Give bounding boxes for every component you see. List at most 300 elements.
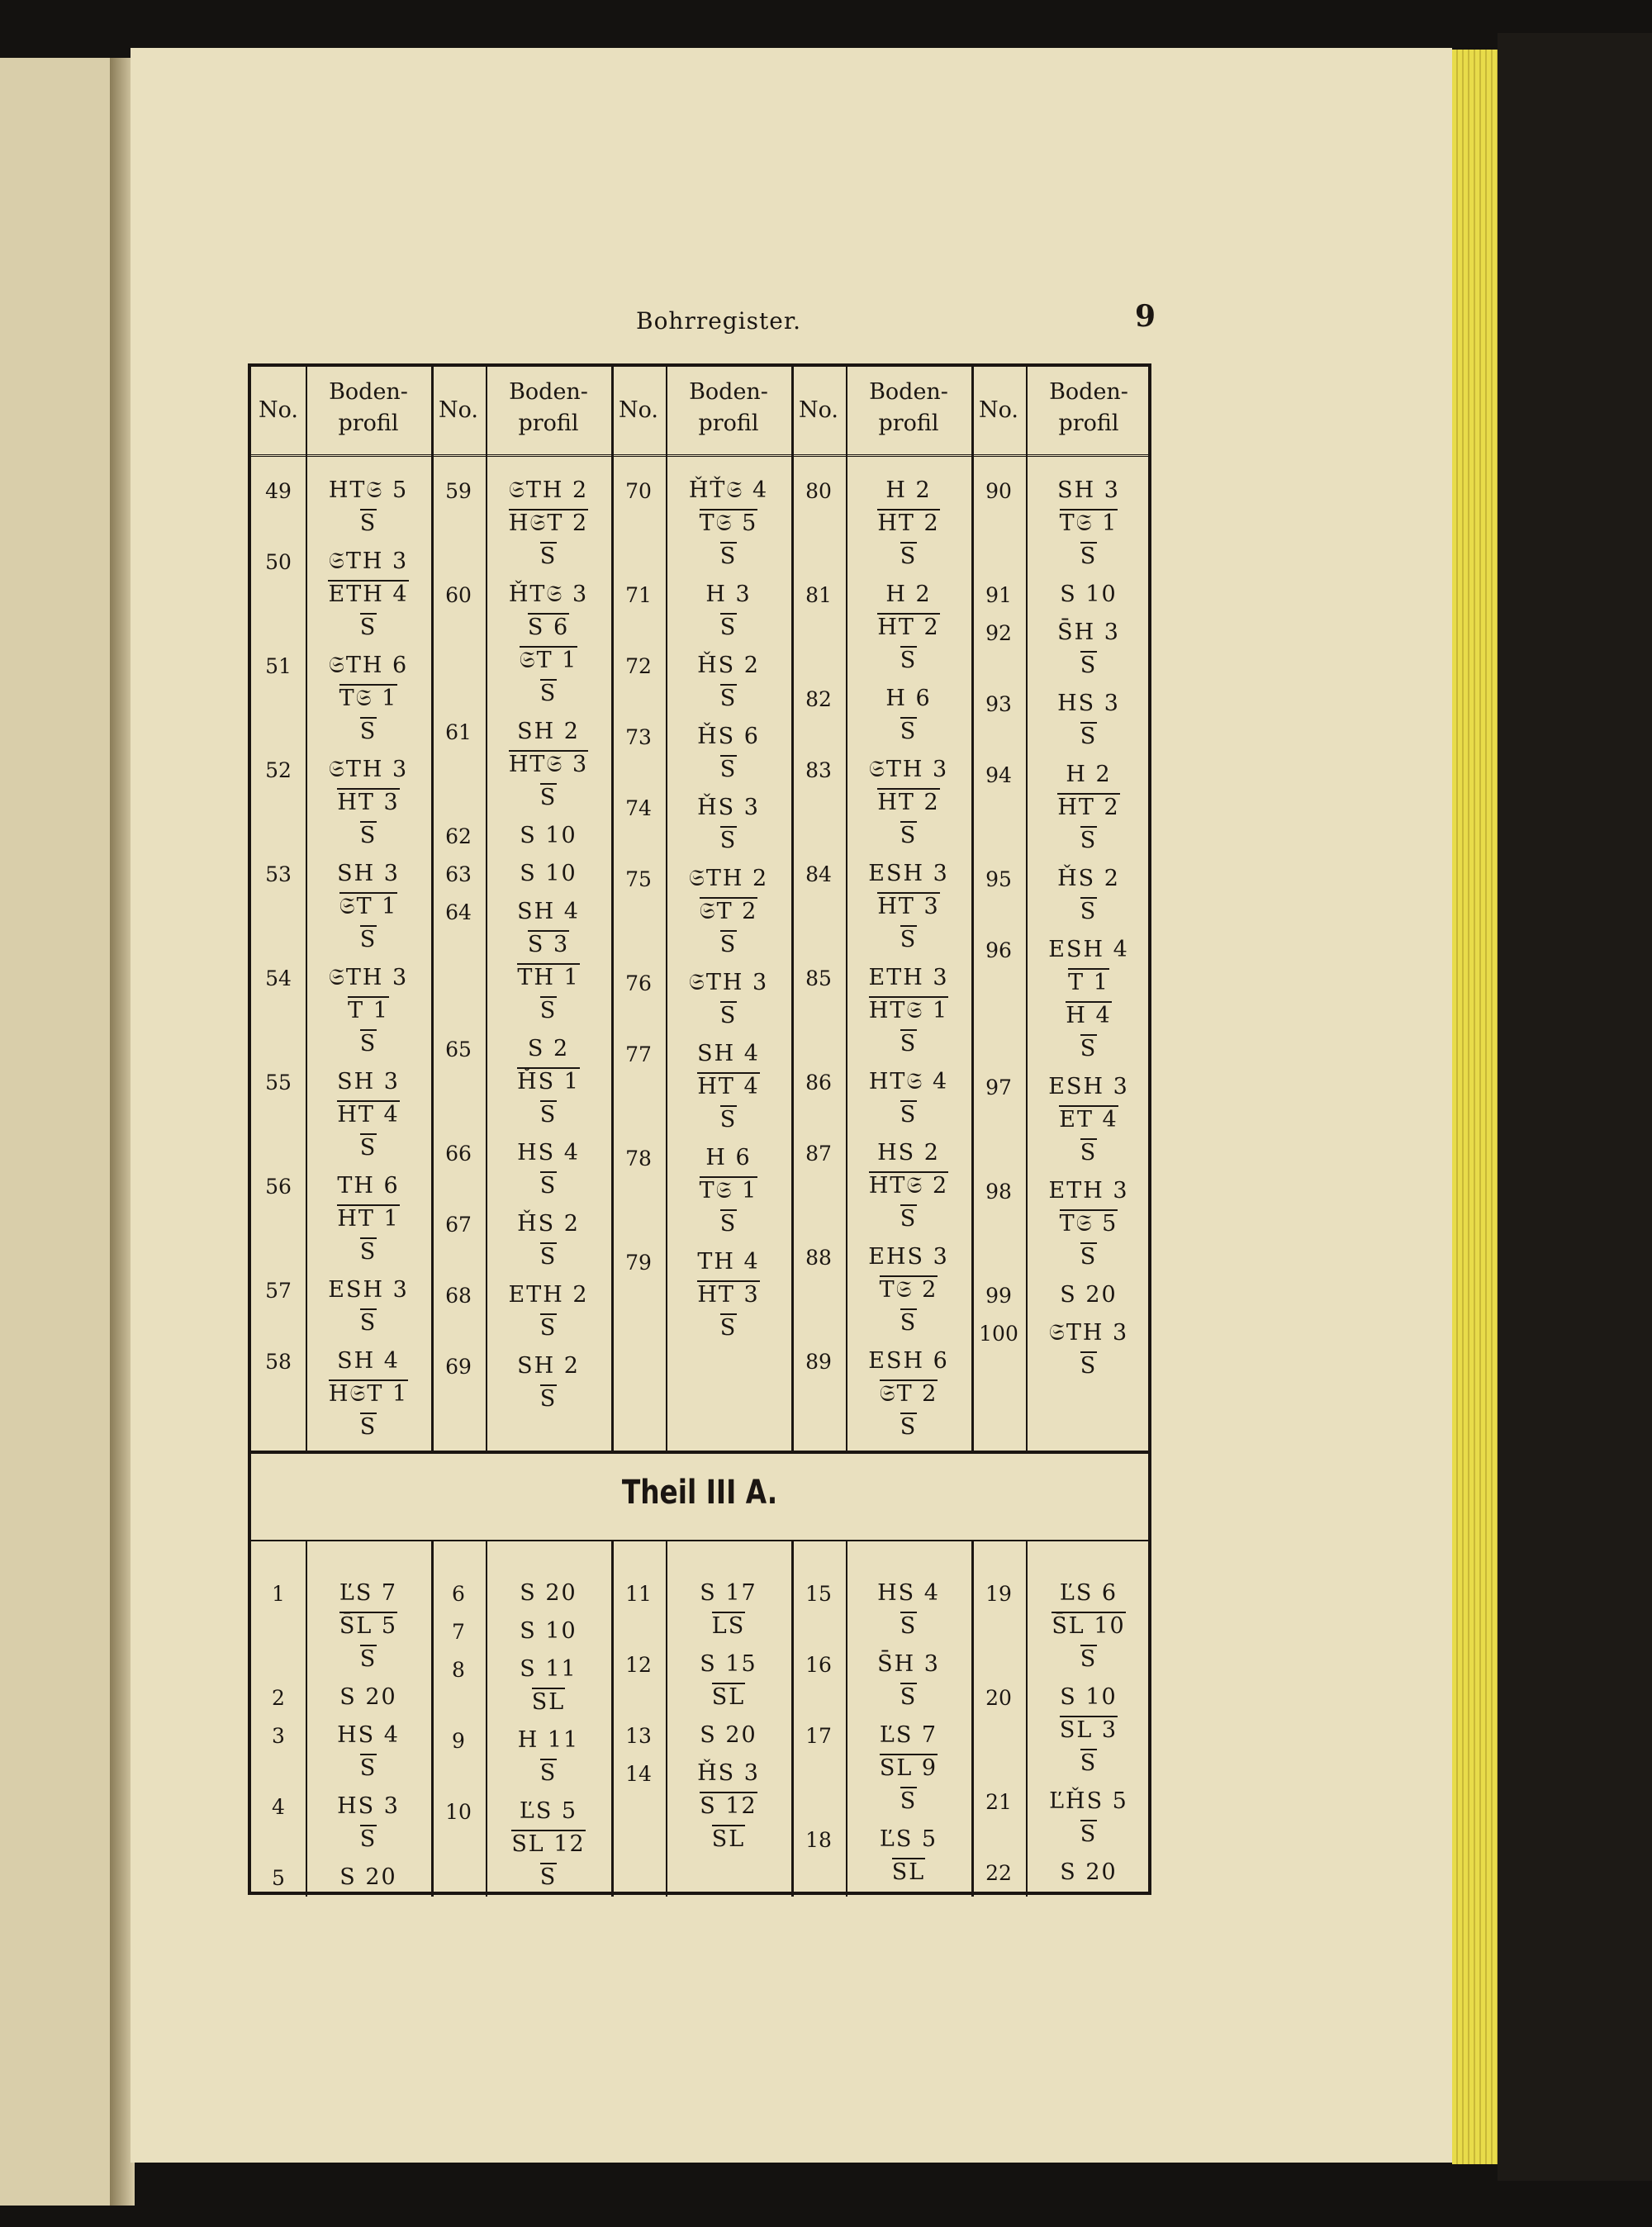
group-rule xyxy=(791,367,794,1451)
profile-layer xyxy=(486,1653,611,1686)
bore-number: 72 xyxy=(625,654,652,678)
profile-layer xyxy=(486,995,611,1028)
profile-layer xyxy=(1026,1714,1151,1747)
profile-layer-text: 𝔖TH 3 xyxy=(1048,1320,1129,1346)
profile-layer xyxy=(846,1785,971,1818)
profile-layer xyxy=(666,1000,791,1033)
bore-number: 56 xyxy=(265,1175,292,1199)
soil-profile xyxy=(306,1274,431,1340)
bore-number: 88 xyxy=(805,1246,832,1270)
profile-layer xyxy=(846,644,971,677)
soil-profile xyxy=(666,1246,791,1345)
profile-layer-text: ĽS 6 xyxy=(1059,1580,1118,1606)
section-title: Theil III A. xyxy=(621,1474,778,1512)
profile-layer-text: S 20 xyxy=(339,1864,397,1890)
bore-number: 61 xyxy=(445,720,472,744)
soil-profile xyxy=(846,1241,971,1340)
profile-layer xyxy=(666,791,791,824)
profile-layer-text: S xyxy=(719,1315,738,1341)
bore-number: 97 xyxy=(985,1076,1012,1099)
bore-number: 13 xyxy=(625,1724,652,1748)
soil-profile xyxy=(846,1823,971,1889)
profile-layer xyxy=(306,578,431,611)
profile-layer xyxy=(666,611,791,644)
profile-layer xyxy=(486,507,611,540)
profile-layer-text: HT𝔖 3 xyxy=(508,752,589,777)
profile-layer xyxy=(486,748,611,781)
profile-layer xyxy=(1026,1071,1151,1104)
profile-layer xyxy=(306,715,431,748)
profile-layer xyxy=(666,1719,791,1752)
profile-layer-text: TH 6 xyxy=(337,1173,400,1199)
bore-number: 50 xyxy=(265,550,292,574)
profile-layer xyxy=(1026,1033,1151,1066)
profile-layer-text: S xyxy=(359,615,377,640)
profile-layer-text: S xyxy=(1080,1036,1098,1061)
soil-profile xyxy=(306,1170,431,1269)
soil-profile xyxy=(666,578,791,644)
profile-layer xyxy=(486,1312,611,1345)
bore-number: 81 xyxy=(805,583,832,607)
profile-layer xyxy=(306,1610,431,1643)
profile-layer-text: 𝔖T 1 xyxy=(519,648,578,673)
bore-number: 75 xyxy=(625,867,652,891)
profile-layer-text: S xyxy=(1080,653,1098,678)
profile-layer-text: T 1 xyxy=(348,998,389,1023)
bore-number: 90 xyxy=(985,479,1012,503)
profile-layer-text: S xyxy=(539,681,558,706)
profile-layer xyxy=(666,1577,791,1610)
profile-layer xyxy=(846,753,971,786)
bore-number: 15 xyxy=(805,1582,832,1606)
profile-layer xyxy=(846,1648,971,1681)
profile-layer xyxy=(666,862,791,895)
soil-profile xyxy=(666,474,791,573)
profile-layer xyxy=(306,545,431,578)
profile-layer-text: 𝔖TH 2 xyxy=(508,477,589,503)
profile-layer xyxy=(1026,578,1151,611)
soil-profile xyxy=(306,1790,431,1856)
profile-layer xyxy=(1026,758,1151,791)
bore-number: 68 xyxy=(445,1284,472,1308)
profile-layer-text: S xyxy=(719,1003,738,1028)
profile-layer xyxy=(306,962,431,995)
bore-number: 10 xyxy=(445,1800,472,1824)
profile-layer-text: S 2 xyxy=(527,1036,570,1061)
profile-layer-text: 𝔖TH 3 xyxy=(868,757,949,782)
profile-layer xyxy=(486,611,611,644)
profile-layer xyxy=(306,682,431,715)
profile-layer xyxy=(666,966,791,1000)
profile-layer-text: S xyxy=(359,927,377,952)
profile-layer xyxy=(306,1066,431,1099)
profile-layer xyxy=(486,578,611,611)
profile-layer xyxy=(666,1279,791,1312)
profile-layer xyxy=(846,1241,971,1274)
profile-layer-text: SH 3 xyxy=(337,1069,400,1095)
profile-layer xyxy=(846,1856,971,1889)
profile-layer xyxy=(1026,1175,1151,1208)
profile-layer-text: 𝔖TH 3 xyxy=(328,548,409,574)
profile-layer-text: ȞŤ𝔖 4 xyxy=(688,477,769,503)
profile-layer-text: S xyxy=(900,1206,918,1232)
profile-layer-text: S 10 xyxy=(1060,582,1118,607)
profile-layer xyxy=(306,1752,431,1785)
soil-profile xyxy=(486,1137,611,1203)
profile-layer-text: HS 4 xyxy=(517,1140,580,1166)
header-profile-line: Boden- xyxy=(689,379,768,405)
profile-layer-text: 𝔖TH 2 xyxy=(688,866,769,891)
bore-number: 84 xyxy=(805,862,832,886)
profile-layer xyxy=(486,1137,611,1170)
profile-layer xyxy=(486,677,611,710)
profile-layer-text: S xyxy=(1080,899,1098,924)
profile-layer xyxy=(306,890,431,924)
soil-profile xyxy=(306,1066,431,1165)
profile-layer-text: S̄L 10 xyxy=(1051,1613,1126,1639)
profile-layer-text: S̄H 3 xyxy=(877,1651,940,1677)
profile-layer-text: HT 3 xyxy=(877,894,940,919)
profile-layer-text: H 2 xyxy=(885,477,932,503)
profile-layer xyxy=(486,1350,611,1383)
profile-layer xyxy=(306,507,431,540)
profile-layer-text: HT 4 xyxy=(337,1102,400,1128)
profile-layer xyxy=(846,1719,971,1752)
profile-layer-text: S xyxy=(539,1864,558,1890)
profile-layer xyxy=(1026,1681,1151,1714)
header-profile-line: profil xyxy=(518,411,579,436)
profile-layer-text: ĽS 5 xyxy=(519,1798,578,1824)
bore-number: 55 xyxy=(265,1071,292,1095)
profile-layer-text: SL 3 xyxy=(1059,1717,1118,1743)
profile-layer-text: S xyxy=(900,1414,918,1440)
bore-number: 98 xyxy=(985,1180,1012,1204)
bore-number: 87 xyxy=(805,1142,832,1166)
profile-layer xyxy=(1026,1747,1151,1780)
soil-profile xyxy=(1026,933,1151,1066)
soil-profile xyxy=(1026,1071,1151,1170)
profile-layer-text: SL 12 xyxy=(511,1831,586,1857)
profile-layer-text: ETH 2 xyxy=(508,1282,589,1308)
profile-layer-text: H 4 xyxy=(1066,1003,1112,1028)
soil-profile xyxy=(666,1038,791,1137)
profile-layer-text: H 2 xyxy=(1066,762,1112,787)
profile-layer xyxy=(846,578,971,611)
bore-number: 58 xyxy=(265,1350,292,1374)
bore-number: 16 xyxy=(805,1653,832,1677)
profile-layer-text: S xyxy=(359,1414,377,1440)
profile-layer xyxy=(666,720,791,753)
profile-layer-text: LS xyxy=(711,1613,746,1639)
profile-layer xyxy=(846,857,971,890)
profile-layer-text: SH 3 xyxy=(1057,477,1120,503)
profile-layer-text: ESH 6 xyxy=(868,1348,949,1374)
profile-layer-text: HS 4 xyxy=(877,1580,940,1606)
profile-layer-text: HT 2 xyxy=(1057,795,1120,820)
profile-layer xyxy=(1026,1241,1151,1274)
profile-layer xyxy=(846,890,971,924)
soil-profile xyxy=(1026,578,1151,611)
profile-layer-text: SL xyxy=(711,1684,746,1710)
profile-layer xyxy=(666,1104,791,1137)
profile-layer-text: S xyxy=(719,615,738,640)
profile-layer xyxy=(1026,1317,1151,1350)
soil-profile xyxy=(306,649,431,748)
profile-layer xyxy=(1026,1208,1151,1241)
profile-layer xyxy=(846,1137,971,1170)
bore-number: 78 xyxy=(625,1147,652,1170)
profile-layer xyxy=(486,1066,611,1099)
soil-profile xyxy=(666,966,791,1033)
profile-layer-text: S xyxy=(539,1760,558,1786)
profile-layer-text: ETH 3 xyxy=(1048,1178,1129,1204)
profile-layer xyxy=(306,1411,431,1444)
profile-layer-text: S xyxy=(719,757,738,782)
profile-layer-text: S xyxy=(900,719,918,744)
profile-layer-text: H 6 xyxy=(885,686,932,711)
soil-profile xyxy=(846,1577,971,1643)
profile-layer-text: S 10 xyxy=(520,1618,577,1644)
profile-layer xyxy=(846,1203,971,1236)
profile-layer-text: S xyxy=(539,998,558,1023)
soil-profile xyxy=(1026,1577,1151,1676)
header-profile-line: profil xyxy=(878,411,939,436)
bore-number: 69 xyxy=(445,1355,472,1379)
profile-layer-text: ET 4 xyxy=(1059,1107,1118,1132)
profile-layer-text: HS 3 xyxy=(337,1793,400,1819)
profile-layer xyxy=(486,1208,611,1241)
profile-layer-text: HT𝔖 4 xyxy=(868,1069,949,1095)
profile-layer xyxy=(486,1577,611,1610)
header-no: No. xyxy=(439,397,478,423)
profile-layer-text: S xyxy=(1080,1750,1098,1776)
profile-layer xyxy=(666,895,791,928)
profile-layer-text: S xyxy=(900,1684,918,1710)
profile-layer-text: SH 4 xyxy=(337,1348,400,1374)
soil-profile xyxy=(1026,758,1151,857)
profile-layer xyxy=(486,644,611,677)
profile-layer xyxy=(486,1279,611,1312)
soil-profile xyxy=(486,1653,611,1719)
profile-layer xyxy=(666,1757,791,1790)
soil-profile xyxy=(1026,687,1151,753)
profile-layer-text: S xyxy=(539,785,558,810)
profile-layer xyxy=(1026,540,1151,573)
profile-layer-text: T 1 xyxy=(1068,970,1109,995)
profile-layer xyxy=(666,682,791,715)
profile-layer-text: SL xyxy=(711,1826,746,1852)
profile-layer-text: S xyxy=(359,510,377,536)
soil-profile xyxy=(486,1724,611,1790)
bore-number: 52 xyxy=(265,758,292,782)
profile-layer xyxy=(1026,862,1151,895)
profile-layer xyxy=(1026,1577,1151,1610)
profile-layer xyxy=(306,1236,431,1269)
profile-layer-text: S xyxy=(719,544,738,569)
bore-number: 1 xyxy=(272,1582,285,1606)
profile-layer-text: HT 2 xyxy=(877,790,940,815)
profile-layer xyxy=(1026,1643,1151,1676)
profile-layer xyxy=(306,1170,431,1203)
page-edges xyxy=(1452,50,1498,2164)
profile-layer xyxy=(486,819,611,852)
bore-number: 51 xyxy=(265,654,292,678)
soil-profile xyxy=(846,1137,971,1236)
soil-profile xyxy=(486,1615,611,1648)
soil-profile xyxy=(1026,1279,1151,1312)
bore-number: 57 xyxy=(265,1279,292,1303)
bore-number: 99 xyxy=(985,1284,1012,1308)
section-rule-bottom xyxy=(251,1540,1148,1541)
profile-layer-text: S xyxy=(359,823,377,848)
header-profile xyxy=(846,377,971,439)
header-profile xyxy=(666,377,791,439)
soil-profile xyxy=(486,1577,611,1610)
profile-layer-text: S xyxy=(900,1031,918,1057)
profile-layer-text: S 15 xyxy=(700,1651,757,1677)
profile-layer-text: HT 2 xyxy=(877,615,940,640)
bore-number: 70 xyxy=(625,479,652,503)
profile-layer-text: H𝔖T 2 xyxy=(508,510,589,536)
soil-profile xyxy=(666,1757,791,1856)
profile-layer xyxy=(666,1681,791,1714)
profile-layer-text: ȞS 2 xyxy=(517,1211,580,1237)
profile-layer-text: S xyxy=(719,1211,738,1237)
bore-number: 96 xyxy=(985,938,1012,962)
bore-number: 18 xyxy=(805,1828,832,1852)
soil-profile xyxy=(846,1345,971,1444)
soil-profile xyxy=(846,753,971,852)
profile-layer-text: ȞS 2 xyxy=(1057,866,1120,891)
profile-layer-text: S 3 xyxy=(527,932,570,957)
soil-profile xyxy=(306,857,431,957)
bore-number: 91 xyxy=(985,583,1012,607)
profile-layer-text: ȞS 1 xyxy=(517,1069,580,1095)
profile-layer xyxy=(486,857,611,890)
profile-layer-text: S xyxy=(1080,1244,1098,1270)
profile-layer xyxy=(1026,1279,1151,1312)
profile-layer xyxy=(486,1795,611,1828)
bore-number: 62 xyxy=(445,824,472,848)
soil-profile xyxy=(846,1719,971,1818)
profile-layer-text: S xyxy=(539,1386,558,1412)
header-separator xyxy=(251,454,1148,459)
profile-layer xyxy=(306,1643,431,1676)
section-rule-top xyxy=(251,1451,1148,1454)
profile-layer xyxy=(1026,474,1151,507)
profile-layer-text: TH 4 xyxy=(697,1249,760,1275)
profile-layer-text: SL xyxy=(891,1859,926,1885)
profile-layer xyxy=(666,474,791,507)
profile-layer-text: S xyxy=(900,1102,918,1128)
bore-number: 8 xyxy=(452,1658,465,1682)
profile-layer xyxy=(306,1823,431,1856)
profile-layer-text: SH 2 xyxy=(517,1353,580,1379)
profile-layer-text: S 20 xyxy=(339,1684,397,1710)
profile-layer xyxy=(846,1411,971,1444)
profile-layer xyxy=(306,1345,431,1378)
profile-layer-text: T𝔖 5 xyxy=(699,510,758,536)
profile-layer-text: S xyxy=(359,1826,377,1852)
profile-layer-text: ȞS 2 xyxy=(697,653,760,678)
soil-profile xyxy=(846,857,971,957)
profile-layer xyxy=(486,1033,611,1066)
soil-profile xyxy=(306,545,431,644)
soil-profile xyxy=(486,857,611,890)
profile-layer-text: H 3 xyxy=(705,582,752,607)
profile-layer-text: HT𝔖 5 xyxy=(328,477,409,503)
profile-layer-text: S xyxy=(1080,828,1098,853)
bore-number: 71 xyxy=(625,583,652,607)
profile-layer-text: S xyxy=(900,648,918,673)
soil-profile xyxy=(846,962,971,1061)
bore-number: 89 xyxy=(805,1350,832,1374)
profile-layer xyxy=(306,1681,431,1714)
bore-number: 63 xyxy=(445,862,472,886)
header-profile-line: Boden- xyxy=(329,379,408,405)
profile-layer xyxy=(1026,791,1151,824)
profile-layer xyxy=(486,1686,611,1719)
soil-profile xyxy=(666,1719,791,1752)
profile-layer-text: H 11 xyxy=(517,1727,580,1753)
profile-layer-text: ETH 3 xyxy=(868,965,949,990)
profile-layer xyxy=(666,540,791,573)
profile-layer-text: ȞT𝔖 3 xyxy=(508,582,589,607)
soil-profile xyxy=(846,1066,971,1132)
profile-layer xyxy=(1026,1104,1151,1137)
running-title: Bohrregister. xyxy=(636,307,802,335)
profile-layer-text: S xyxy=(539,544,558,569)
profile-layer-text: 𝔖T 1 xyxy=(339,894,398,919)
profile-layer xyxy=(306,1028,431,1061)
profile-layer-text: HT 3 xyxy=(337,790,400,815)
profile-layer-text: S xyxy=(719,932,738,957)
profile-layer-text: ĽȞS 5 xyxy=(1049,1788,1128,1814)
bore-number: 59 xyxy=(445,479,472,503)
profile-layer-text: HT 4 xyxy=(697,1074,760,1099)
profile-layer xyxy=(846,1307,971,1340)
facing-page xyxy=(0,58,115,2206)
soil-profile xyxy=(1026,616,1151,682)
profile-layer xyxy=(666,753,791,786)
profile-layer-text: ESH 3 xyxy=(868,861,949,886)
profile-layer-text: 𝔖TH 3 xyxy=(688,970,769,995)
bore-number: 100 xyxy=(979,1322,1018,1346)
header-profile-line: Boden- xyxy=(509,379,588,405)
bore-number: 2 xyxy=(272,1686,285,1710)
bore-number: 76 xyxy=(625,971,652,995)
soil-profile xyxy=(486,578,611,710)
profile-layer xyxy=(846,540,971,573)
header-no: No. xyxy=(619,397,658,423)
profile-layer-text: S xyxy=(359,1239,377,1265)
profile-layer xyxy=(846,962,971,995)
profile-layer-text: ȞS 6 xyxy=(697,724,760,749)
soil-profile xyxy=(486,474,611,573)
soil-profile xyxy=(486,1208,611,1274)
bore-number: 9 xyxy=(452,1729,465,1753)
profile-layer-text: S̄H 3 xyxy=(1057,620,1120,645)
profile-layer-text: 𝔖T 2 xyxy=(879,1381,938,1407)
header-profile xyxy=(306,377,431,439)
profile-layer xyxy=(846,682,971,715)
profile-layer-text: 𝔖TH 3 xyxy=(328,965,409,990)
profile-layer-text: T𝔖 1 xyxy=(339,686,398,711)
profile-layer xyxy=(306,649,431,682)
profile-layer xyxy=(846,611,971,644)
profile-layer-text: S xyxy=(539,1173,558,1199)
profile-layer-text: S 17 xyxy=(700,1580,757,1606)
